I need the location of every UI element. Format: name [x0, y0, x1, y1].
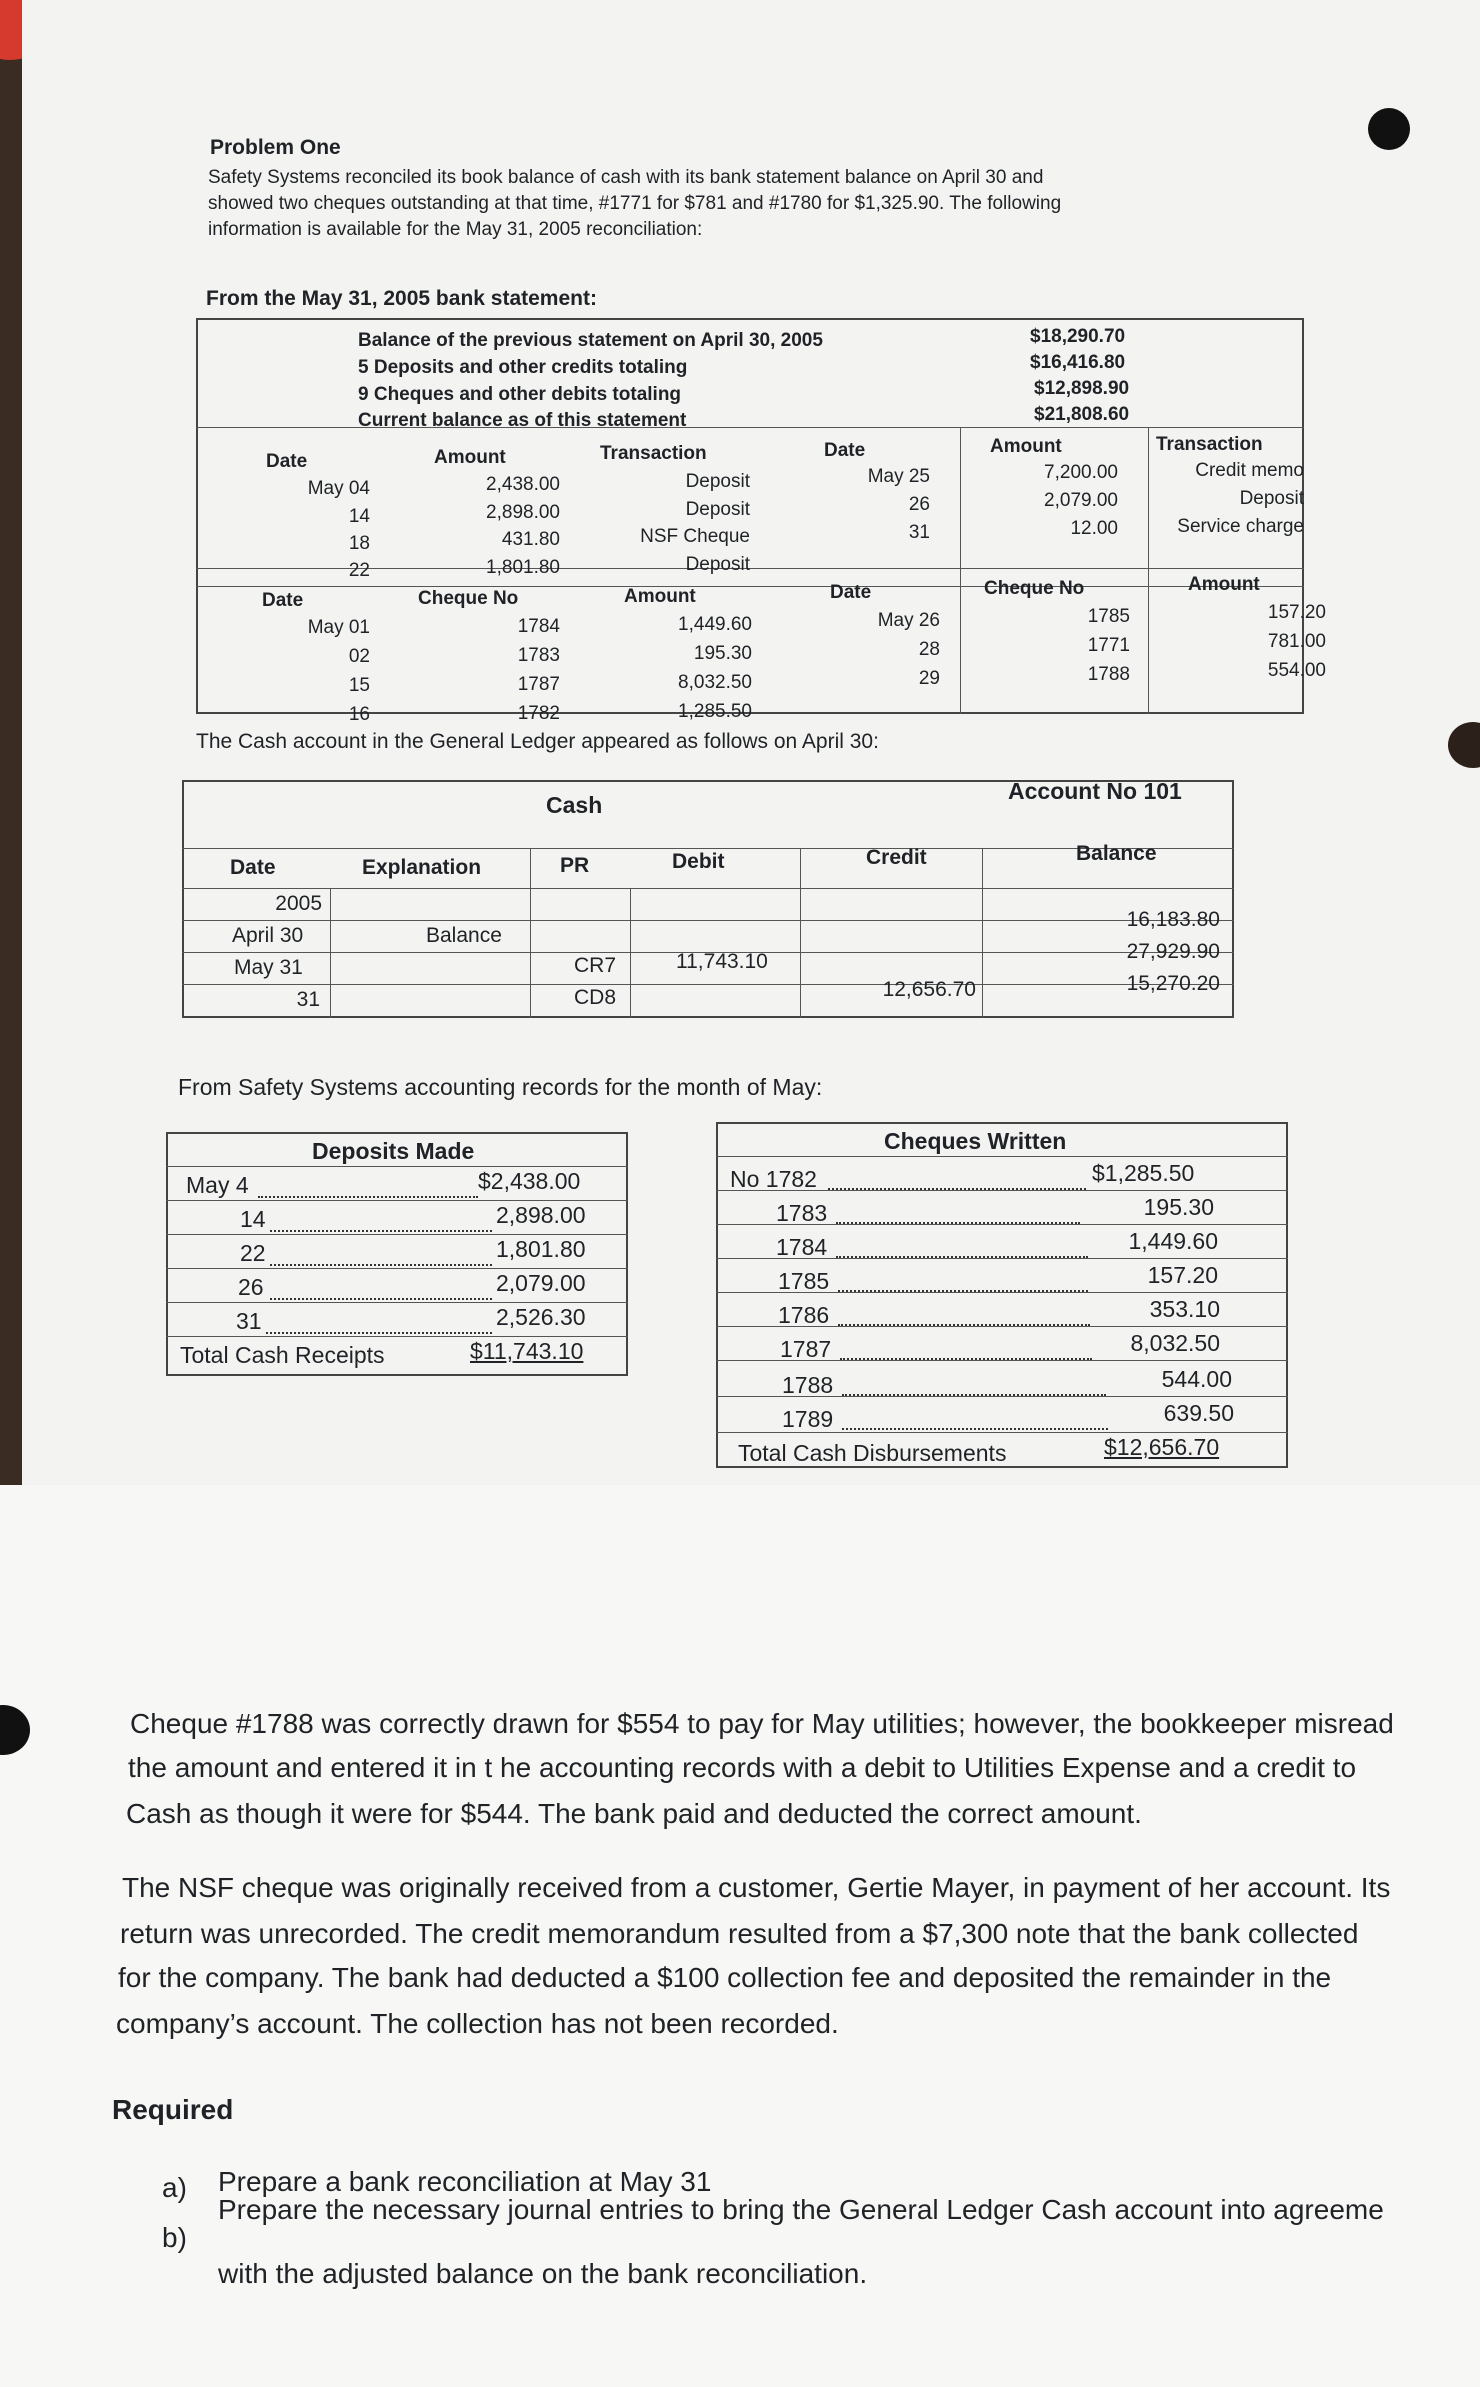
records-intro: From Safety Systems accounting records for the month of May: [178, 1074, 823, 1100]
cheque-date-4: 16 [348, 704, 370, 725]
credit-right-transaction-3: Service charge [1177, 516, 1304, 537]
ledger-header-date: Date [230, 856, 276, 879]
summary-label-1: Balance of the previous statement on April 30, 2005 [358, 330, 823, 351]
cheques-header-date-2: Date [830, 582, 872, 603]
deposit-amount-4: 2,079.00 [496, 1270, 586, 1296]
required-a-letter: a) [162, 2172, 187, 2203]
deposit-label-1: May 4 [186, 1172, 249, 1198]
cheque-right-date-2: 28 [918, 639, 940, 660]
required-a-text: Prepare a bank reconciliation at May 31 [218, 2166, 712, 2197]
credits-header-transaction: Transaction [600, 443, 707, 464]
required-b-text: Prepare the necessary journal entries to bring the General Ledger Cash account into agreeme [218, 2194, 1384, 2225]
ledger-explanation-1: Balance [426, 924, 502, 947]
summary-label-4: Current balance as of this statement [358, 410, 687, 431]
cheque-amount-4: 1,285.50 [678, 701, 752, 722]
credits-header-date-2: Date [824, 440, 866, 461]
credit-amount-3: 431.80 [501, 529, 560, 550]
cheques-header-amount-2: Amount [1188, 574, 1260, 595]
deposits-title: Deposits Made [312, 1138, 475, 1164]
ledger-header-balance: Balance [1076, 842, 1157, 865]
credit-right-date-3: 31 [908, 522, 930, 543]
cheque-amount-1: 1,449.60 [678, 614, 752, 635]
cheque-right-no-3: 1788 [1087, 664, 1130, 685]
summary-value-4: $21,808.60 [1034, 404, 1130, 425]
ledger-year: 2005 [275, 892, 322, 915]
cheque-written-label-6: 1787 [780, 1336, 832, 1362]
cheques-header-amount: Amount [624, 586, 696, 607]
ledger-debit-2: 11,743.10 [676, 950, 768, 973]
credit-amount-4: 1,801.80 [486, 557, 560, 578]
deposit-label-4: 26 [238, 1274, 264, 1300]
deposit-label-3: 22 [240, 1240, 266, 1266]
required-b-continued: with the adjusted balance on the bank reconciliation. [218, 2258, 868, 2289]
cheque-written-amount-2: 195.30 [1143, 1194, 1214, 1220]
cheques-header-no-2: Cheque No [984, 578, 1085, 599]
credits-header-transaction-2: Transaction [1156, 434, 1263, 455]
cheque-right-amount-2: 781.00 [1267, 631, 1326, 652]
cheque-written-label-2: 1783 [776, 1200, 828, 1226]
deposit-amount-3: 1,801.80 [496, 1236, 586, 1262]
credits-header-amount: Amount [434, 447, 506, 468]
cheque-written-amount-4: 157.20 [1147, 1262, 1218, 1288]
cheques-total: $12,656.70 [1104, 1434, 1220, 1460]
summary-value-2: $16,416.80 [1030, 352, 1126, 373]
ledger-date-3: 31 [296, 988, 320, 1011]
cheque-right-date-1: May 26 [877, 610, 940, 631]
deposit-amount-2: 2,898.00 [496, 1202, 586, 1228]
ledger-title: Cash [546, 792, 603, 818]
ledger-credit-3: 12,656.70 [882, 978, 976, 1001]
credit-right-amount-2: 2,079.00 [1044, 490, 1118, 511]
credit-amount-2: 2,898.00 [486, 502, 560, 523]
credit-date-3: 18 [348, 533, 370, 554]
credit-amount-1: 2,438.00 [486, 474, 560, 495]
credit-date-2: 14 [348, 506, 370, 527]
cheque-written-amount-6: 8,032.50 [1130, 1330, 1220, 1356]
cheque-written-label-1: No 1782 [730, 1166, 817, 1192]
cheques-header-date: Date [262, 590, 304, 611]
cheque-written-amount-5: 353.10 [1149, 1296, 1220, 1322]
para1-line-1: Cheque #1788 was correctly drawn for $554 to pay for May utilities; however, the bookkeeper misread [130, 1708, 1394, 1739]
cheque-date-3: 15 [348, 675, 370, 696]
problem-title: Problem One [210, 136, 341, 159]
ledger-header-debit: Debit [672, 850, 725, 873]
para2-line-3: for the company. The bank had deducted a $100 collection fee and deposited the remainder in the [118, 1962, 1332, 1993]
cheque-right-no-1: 1785 [1087, 606, 1130, 627]
ledger-balance-3: 15,270.20 [1126, 972, 1220, 995]
para2-line-1: The NSF cheque was originally received from a customer, Gertie Mayer, in payment of her account. Its [122, 1872, 1391, 1903]
intro-line-2: showed two cheques outstanding at that time, #1771 for $781 and #1780 for $1,325.90. The following [208, 193, 1062, 214]
ledger-pr-3: CD8 [574, 986, 617, 1009]
credit-right-amount-1: 7,200.00 [1044, 462, 1118, 483]
para2-line-2: return was unrecorded. The credit memorandum resulted from a $7,300 note that the bank collected [120, 1918, 1359, 1949]
summary-label-2: 5 Deposits and other credits totaling [358, 357, 688, 378]
ledger-date-2: May 31 [234, 956, 303, 979]
para1-line-2: the amount and entered it in t he accounting records with a debit to Utilities Expense and a credit to [128, 1752, 1357, 1783]
ledger-header-explanation: Explanation [362, 856, 482, 879]
ledger-balance-2: 27,929.90 [1126, 940, 1220, 963]
cheque-written-amount-7: 544.00 [1161, 1366, 1232, 1392]
cheque-no-2: 1783 [517, 645, 560, 666]
cheque-written-amount-3: 1,449.60 [1128, 1228, 1218, 1254]
credit-date-1: May 04 [307, 478, 370, 499]
cheque-written-amount-8: 639.50 [1163, 1400, 1234, 1426]
cheque-no-1: 1784 [517, 616, 560, 637]
cheque-right-date-3: 29 [918, 668, 940, 689]
cheque-right-amount-3: 554.00 [1267, 660, 1326, 681]
ledger-header-credit: Credit [866, 846, 927, 869]
credits-header-amount-2: Amount [990, 436, 1062, 457]
credit-transaction-1: Deposit [685, 471, 750, 492]
cheque-no-4: 1782 [517, 703, 560, 724]
cheque-written-label-7: 1788 [782, 1372, 834, 1398]
required-b-letter: b) [162, 2222, 187, 2253]
deposit-amount-5: 2,526.30 [496, 1304, 586, 1330]
cheque-no-3: 1787 [517, 674, 560, 695]
credit-transaction-2: Deposit [685, 499, 750, 520]
credit-transaction-4: Deposit [685, 554, 750, 575]
cheque-right-amount-1: 157.20 [1267, 602, 1326, 623]
ledger-balance-1: 16,183.80 [1126, 908, 1220, 931]
credit-right-date-2: 26 [908, 494, 930, 515]
cheque-right-no-2: 1771 [1087, 635, 1130, 656]
summary-label-3: 9 Cheques and other debits totaling [358, 384, 682, 405]
bank-heading: From the May 31, 2005 bank statement: [206, 287, 597, 310]
deposits-total-label: Total Cash Receipts [180, 1342, 385, 1368]
credit-date-4: 22 [348, 560, 370, 581]
deposit-amount-1: $2,438.00 [478, 1168, 581, 1194]
ledger-account-number: Account No 101 [1008, 778, 1182, 804]
para1-line-3: Cash as though it were for $544. The bank paid and deducted the correct amount. [126, 1798, 1142, 1829]
cheque-written-label-3: 1784 [776, 1234, 828, 1260]
cheque-amount-2: 195.30 [693, 643, 752, 664]
ledger-header-pr: PR [560, 854, 590, 877]
cheques-total-label: Total Cash Disbursements [738, 1440, 1007, 1466]
deposits-total: $11,743.10 [470, 1338, 584, 1364]
cheque-written-amount-1: $1,285.50 [1092, 1160, 1195, 1186]
credits-header-date: Date [266, 451, 308, 472]
ledger-date-1: April 30 [232, 924, 304, 947]
deposit-label-2: 14 [240, 1206, 266, 1232]
ledger-intro: The Cash account in the General Ledger appeared as follows on April 30: [196, 730, 879, 753]
intro-line-3: information is available for the May 31, 2005 reconciliation: [208, 219, 703, 240]
summary-value-1: $18,290.70 [1030, 326, 1126, 347]
cheque-date-1: May 01 [307, 617, 370, 638]
punch-hole-top [1368, 108, 1410, 150]
cheques-header-no: Cheque No [418, 588, 519, 609]
credit-right-transaction-1: Credit memo [1195, 460, 1304, 481]
credit-transaction-3: NSF Cheque [640, 526, 750, 547]
credit-right-date-1: May 25 [867, 466, 930, 487]
intro-line-1: Safety Systems reconciled its book balance of cash with its bank statement balance on April 30 and [208, 167, 1044, 188]
cheque-written-label-8: 1789 [782, 1406, 834, 1432]
cheque-written-label-4: 1785 [778, 1268, 830, 1294]
cheque-date-2: 02 [348, 646, 370, 667]
cheque-written-label-5: 1786 [778, 1302, 830, 1328]
para2-line-4: company’s account. The collection has not been recorded. [116, 2008, 839, 2039]
cheques-written-title: Cheques Written [884, 1128, 1067, 1154]
ledger-pr-2: CR7 [574, 954, 617, 977]
cheque-amount-3: 8,032.50 [678, 672, 752, 693]
summary-value-3: $12,898.90 [1034, 378, 1130, 399]
credit-right-transaction-2: Deposit [1239, 488, 1304, 509]
required-title: Required [112, 2094, 234, 2125]
credit-right-amount-3: 12.00 [1070, 518, 1118, 539]
deposit-label-5: 31 [236, 1308, 262, 1334]
